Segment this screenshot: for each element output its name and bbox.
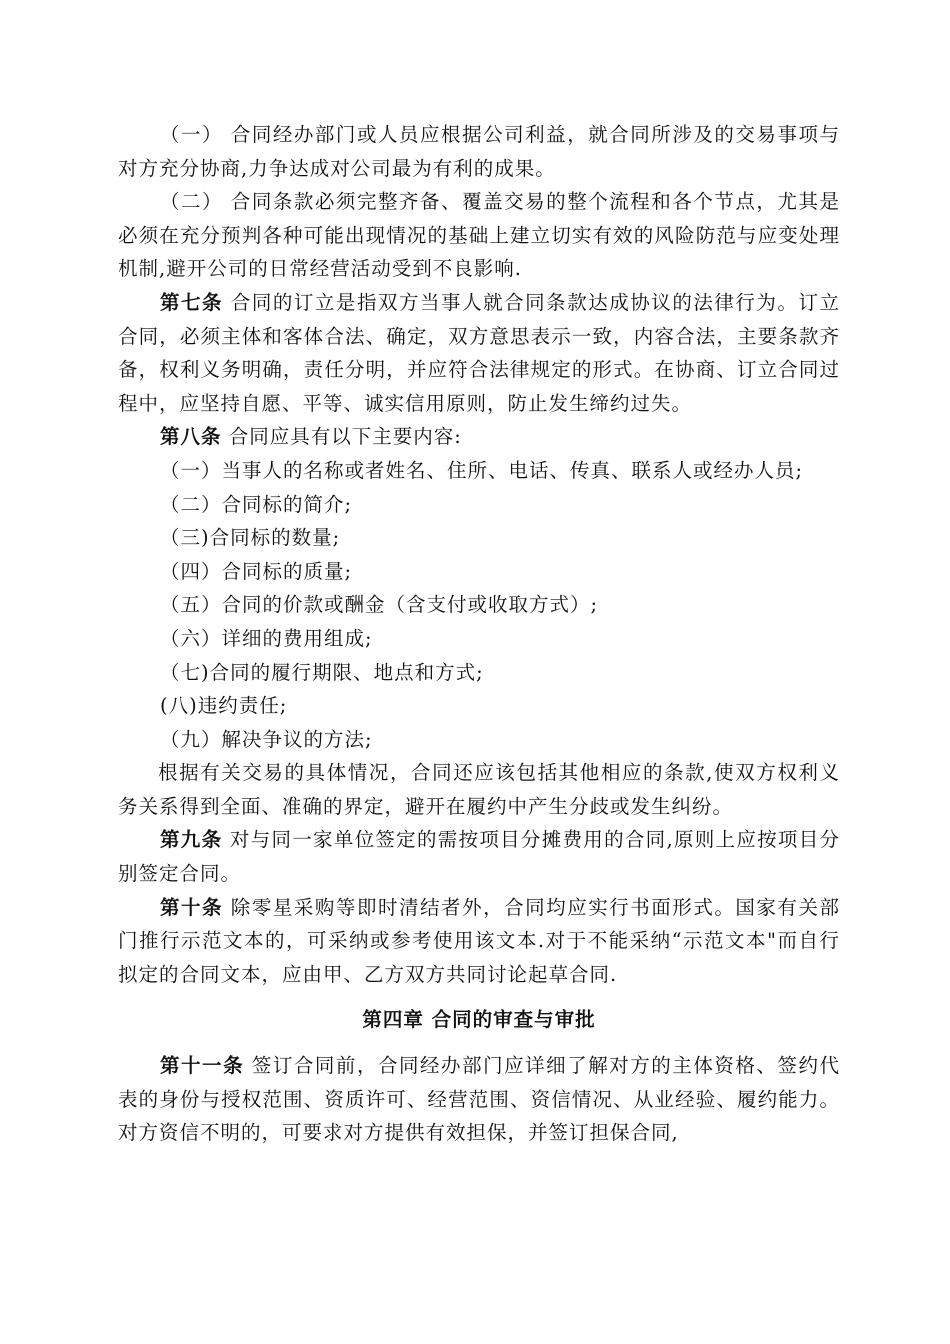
list-item-text: (八)违约责任;	[160, 694, 288, 718]
document-page	[118, 118, 840, 1150]
paragraph-text: 合同的订立是指双方当事人就合同条款达成协议的法律行为。订立合同，必须主体和客体合法、确定，双方意思表示一致，内容合法，主要条款齐备，权利义务明确，责任分明，并应符合法律规定的形式。在协商、订立合同过程中，应坚持自愿、平等、诚实信用原则，防止发生缔约过失。	[118, 290, 840, 415]
article-heading: 第九条	[160, 828, 223, 852]
list-item-text: （九）解决争议的方法;	[160, 727, 373, 751]
list-item-text: （四）合同标的质量;	[160, 559, 353, 583]
article-10	[118, 891, 840, 992]
paragraph-text: 签订合同前，合同经办部门应详细了解对方的主体资格、签约代表的身份与授权范围、资质许可、经营范围、资信情况、从业经验、履约能力。对方资信不明的，可要求对方提供有效担保，并签订担保合同,	[118, 1054, 840, 1145]
paragraph-text: 对与同一家单位签定的需按项目分摊费用的合同,原则上应按项目分别签定合同。	[118, 828, 840, 886]
article-heading: 第八条	[160, 425, 222, 449]
paragraph-text: （一） 合同经办部门或人员应根据公司利益，就合同所涉及的交易事项与对方充分协商,力争达成对公司最为有利的成果。	[118, 123, 840, 180]
paragraph-clause-2	[118, 185, 840, 286]
list-item-6	[118, 622, 840, 656]
chapter-title: 第四章 合同的审查与审批	[362, 1008, 596, 1032]
list-item-1	[118, 454, 840, 488]
paragraph-text: 除零星采购等即时清结者外，合同均应实行书面形式。国家有关部门推行示范文本的，可采纳或参考使用该文本.对于不能采纳“示范文本"而自行拟定的合同文本，应由甲、乙方双方共同讨论起草合同.	[118, 895, 840, 986]
list-item-2	[118, 488, 840, 522]
article-11	[118, 1049, 840, 1150]
article-heading: 第十条	[160, 895, 224, 919]
list-item-5	[118, 588, 840, 622]
list-item-3	[118, 521, 840, 555]
list-item-text: （二）合同标的简介;	[160, 492, 353, 516]
list-item-9	[118, 723, 840, 757]
article-7	[118, 286, 840, 420]
list-item-text: （一）当事人的名称或者姓名、住所、电话、传真、联系人或经办人员;	[160, 458, 804, 482]
article-9	[118, 823, 840, 890]
list-item-8	[118, 689, 840, 723]
list-item-text: （五）合同的价款或酬金（含支付或收取方式）;	[160, 593, 599, 617]
list-item-7	[118, 656, 840, 690]
article-heading: 第十一条	[160, 1054, 245, 1078]
paragraph-text: 根据有关交易的具体情况，合同还应该包括其他相应的条款,使双方权利义务关系得到全面、准确的界定，避开在履约中产生分歧或发生纠纷。	[118, 761, 840, 818]
list-item-text: （六）详细的费用组成;	[160, 626, 373, 650]
list-item-4	[118, 555, 840, 589]
paragraph-clause-1	[118, 118, 840, 185]
paragraph-text: （二） 合同条款必须完整齐备、覆盖交易的整个流程和各个节点，尤其是必须在充分预判各种可能出现情况的基础上建立切实有效的风险防范与应变处理机制,避开公司的日常经营活动受到不良影响.	[118, 190, 840, 281]
list-item-text: （七)合同的履行期限、地点和方式;	[160, 660, 484, 684]
article-heading: 第七条	[160, 290, 224, 314]
article-8	[118, 420, 840, 454]
list-item-text: （三)合同标的数量;	[160, 526, 341, 550]
paragraph-text: 合同应具有以下主要内容:	[221, 425, 462, 449]
paragraph-note	[118, 756, 840, 823]
